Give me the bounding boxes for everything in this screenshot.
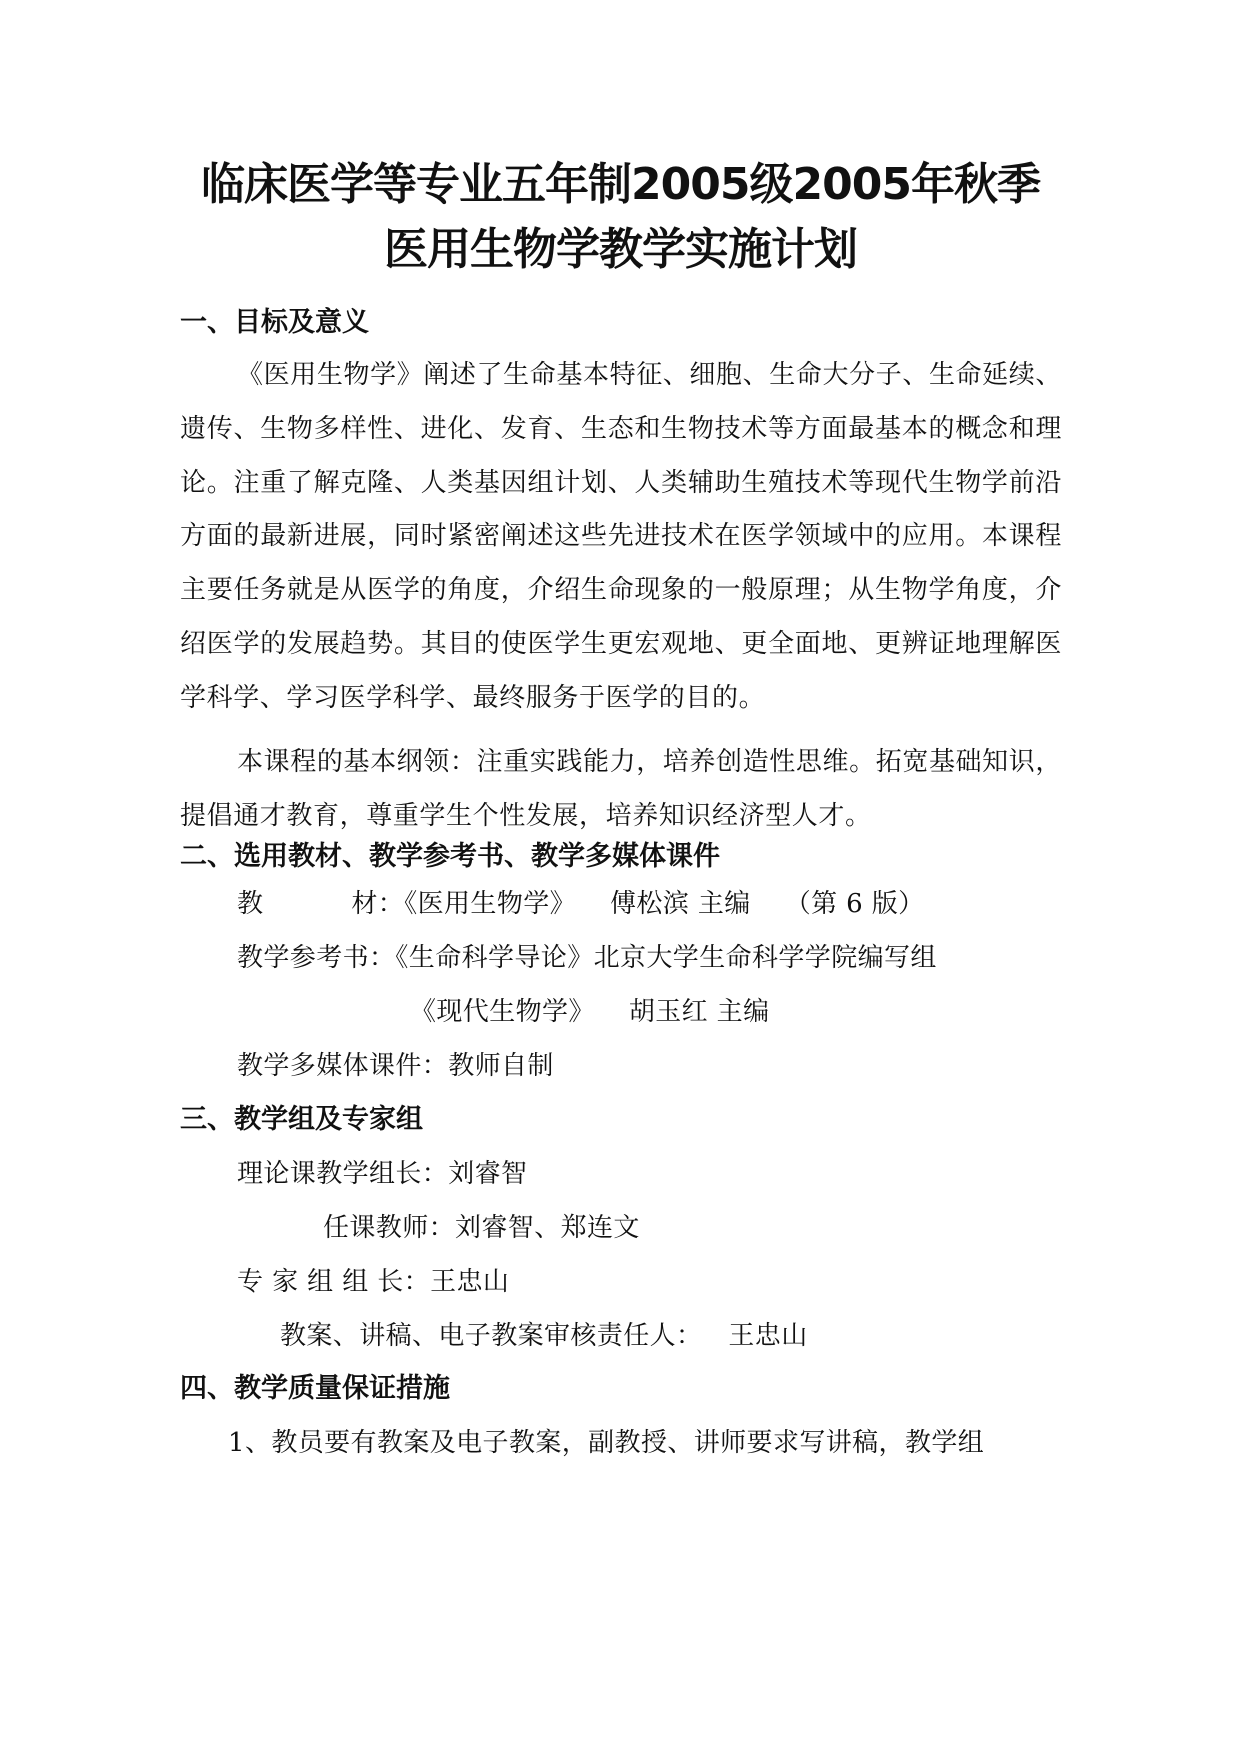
- textbook-label-b: 材：: [351, 889, 405, 919]
- section-2-heading: 二、选用教材、教学参考书、教学多媒体课件: [180, 841, 720, 872]
- reference-label: 教学参考书：: [237, 943, 396, 973]
- review-responsible-row: [280, 1319, 808, 1353]
- reference-book-1: 《生命科学导论》北京大学生命科学学院编写组: [395, 943, 937, 973]
- section-1-paragraph-2: 本课程的基本纲领：注重实践能力，培养创造性思维。拓宽基础知识，提倡通才教育，尊重学生个性发展，培养知识经济型人才。: [180, 747, 1062, 831]
- group-leader-row: 理论课教学组长：刘睿智: [237, 1159, 528, 1189]
- expert-leader-row: [237, 1265, 509, 1299]
- section-1-heading: 一、目标及意义: [180, 307, 369, 338]
- section-4-heading: 四、教学质量保证措施: [180, 1373, 450, 1404]
- textbook-editor: 傅松滨 主编: [610, 889, 751, 919]
- section-1-paragraph-1: 《医用生物学》阐述了生命基本特征、细胞、生命大分子、生命延续、遗传、生物多样性、进化、发育、生态和生物技术等方面最基本的概念和理论。注重了解克隆、人类基因组计划、人类辅助生殖技术等现代生物学前沿方面的最新进展，同时紧密阐述这些先进技术在医学领域中的应用。本课程主要任务就是从医学的角度，介绍生命现象的一般原理；从生物学角度，介绍医学的发展趋势。其目的使医学生更宏观地、更全面地、更辨证地理解医学科学、学习医学科学、最终服务于医学的目的。: [180, 360, 1062, 713]
- media-row: 教学多媒体课件：教师自制: [237, 1051, 554, 1081]
- review-responsible-label: 教案、讲稿、电子教案审核责任人：: [280, 1321, 703, 1351]
- teachers-row: 任课教师：刘睿智、郑连文: [323, 1213, 640, 1243]
- textbook-label-a: 教: [237, 889, 264, 919]
- reference-book-2-title: 《现代生物学》: [410, 997, 595, 1027]
- reference-row-2: [410, 995, 769, 1029]
- quality-measure-item-1: 1、教员要有教案及电子教案，副教授、讲师要求写讲稿，教学组: [228, 1428, 985, 1458]
- document-title-line-2: 医用生物学教学实施计划: [384, 224, 857, 275]
- textbook-title: 《医用生物学》: [404, 889, 577, 919]
- expert-leader-label: 专 家 组 组 长：: [237, 1267, 431, 1297]
- section-3-heading: 三、教学组及专家组: [180, 1104, 423, 1135]
- reference-row-1: [237, 941, 937, 975]
- textbook-edition: （第 6 版）: [784, 889, 925, 919]
- expert-leader-name: 王忠山: [430, 1267, 510, 1297]
- textbook-row: [237, 887, 925, 921]
- document-title-line-1: 临床医学等专业五年制2005级2005年秋季: [201, 159, 1040, 210]
- review-responsible-name: 王忠山: [728, 1321, 808, 1351]
- reference-book-2-editor: 胡玉红 主编: [628, 997, 770, 1027]
